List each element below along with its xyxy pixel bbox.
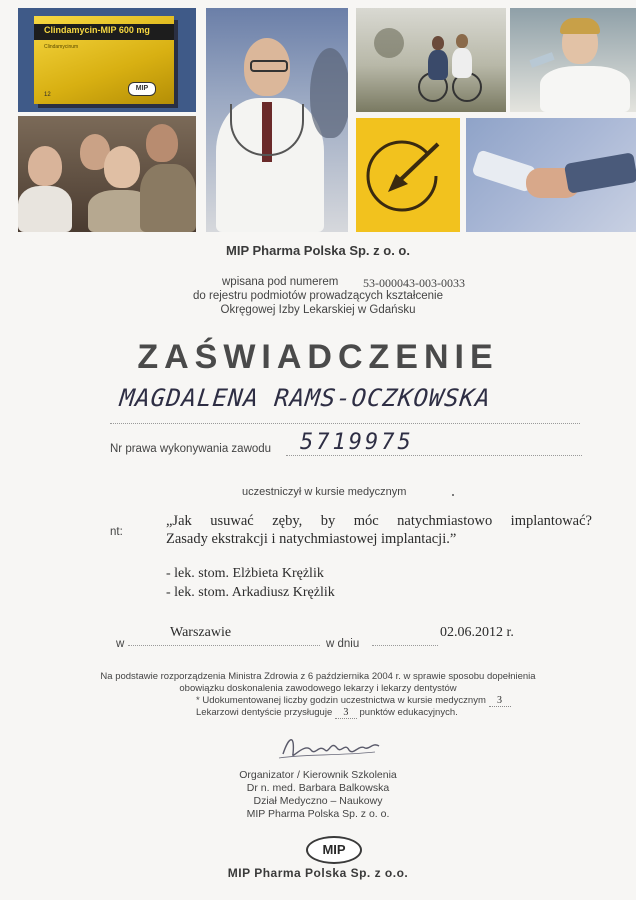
participation-text: uczestniczył w kursie medycznym (242, 486, 407, 498)
organizer-name: Dr n. med. Barbara Balkowska (246, 782, 390, 794)
points-prefix: Lekarzowi dentyście przysługuje (196, 707, 333, 718)
organizer-role: Organizator / Kierownik Szkolenia (239, 769, 397, 781)
arrow-circle-icon (356, 118, 460, 232)
product-dose: 600 mg (118, 25, 150, 35)
doctor-photo (206, 8, 348, 232)
product-box-photo (18, 8, 196, 112)
legal-basis-line2: obowiązku doskonalenia zawodowego lekarzy i lekarzy dentystów (179, 683, 457, 694)
product-logo: MIP (128, 82, 156, 96)
company-logo: MIP (306, 836, 362, 864)
points-suffix: punktów edukacyjnych. (359, 707, 458, 718)
recipient-name: MAGDALENA RAMS-OCZKOWSKA (118, 384, 493, 412)
course-title-line2: Zasady ekstrakcji i natychmiastowej implantacji.” (166, 531, 457, 547)
points-value: 3 (335, 707, 357, 719)
hours-line (196, 695, 511, 707)
date-underline (372, 645, 438, 646)
place-label: w (116, 638, 125, 650)
cyclists-photo (356, 8, 506, 112)
points-line (196, 707, 458, 719)
place-underline (128, 645, 320, 646)
handshake-photo (466, 118, 636, 232)
organizer-department: Dział Medyczno – Naukowy (253, 795, 383, 807)
arrow-circle-tile (356, 118, 460, 232)
nurse-photo (510, 8, 636, 112)
license-number: 5719975 (300, 430, 414, 455)
hours-value: 3 (489, 695, 511, 707)
course-date: 02.06.2012 r. (440, 625, 514, 640)
photo-collage (10, 8, 636, 232)
lecturer-1: - lek. stom. Elżbieta Krężlik (166, 566, 324, 581)
medicine-package (34, 16, 174, 104)
issuer-company-name: MIP Pharma Polska Sp. z o. o. (226, 243, 410, 258)
chamber-line: Okręgowej Izby Lekarskiej w Gdańsku (220, 304, 416, 316)
lecturer-2: - lek. stom. Arkadiusz Krężlik (166, 585, 335, 600)
license-underline (286, 455, 582, 456)
organizer-signature (275, 730, 385, 762)
product-count: 12 (44, 92, 51, 98)
course-title-line1: „Jak usuwać zęby, by móc natychmiastowo implantować? (166, 513, 592, 529)
registry-line: do rejestru podmiotów prowadzących kształcenie (193, 290, 443, 302)
certificate-title: ZAŚWIADCZENIE (137, 338, 499, 376)
footer-company-name: MIP Pharma Polska Sp. z o.o. (227, 866, 409, 880)
legal-basis-line1: Na podstawie rozporządzenia Ministra Zdrowia z 6 października 2004 r. w sprawie sposobu dopełnienia (100, 671, 536, 682)
name-underline (110, 423, 580, 424)
course-place: Warszawie (170, 625, 232, 640)
organizer-company: MIP Pharma Polska Sp. z o. o. (246, 808, 390, 820)
hours-prefix: * Udokumentowanej liczby godzin uczestnictwa w kursie medycznym (196, 695, 486, 706)
date-label: w dniu (326, 638, 360, 650)
product-name: Clindamycin-MIP (44, 25, 117, 35)
license-label: Nr prawa wykonywania zawodu (110, 443, 272, 455)
registration-number: 53-000043-003-0033 (363, 276, 465, 290)
group-of-people-photo (18, 116, 196, 232)
registered-prefix: wpisana pod numerem (222, 276, 339, 288)
topic-label: nt: (110, 526, 123, 538)
product-substance: Clindamycinum (44, 44, 79, 50)
